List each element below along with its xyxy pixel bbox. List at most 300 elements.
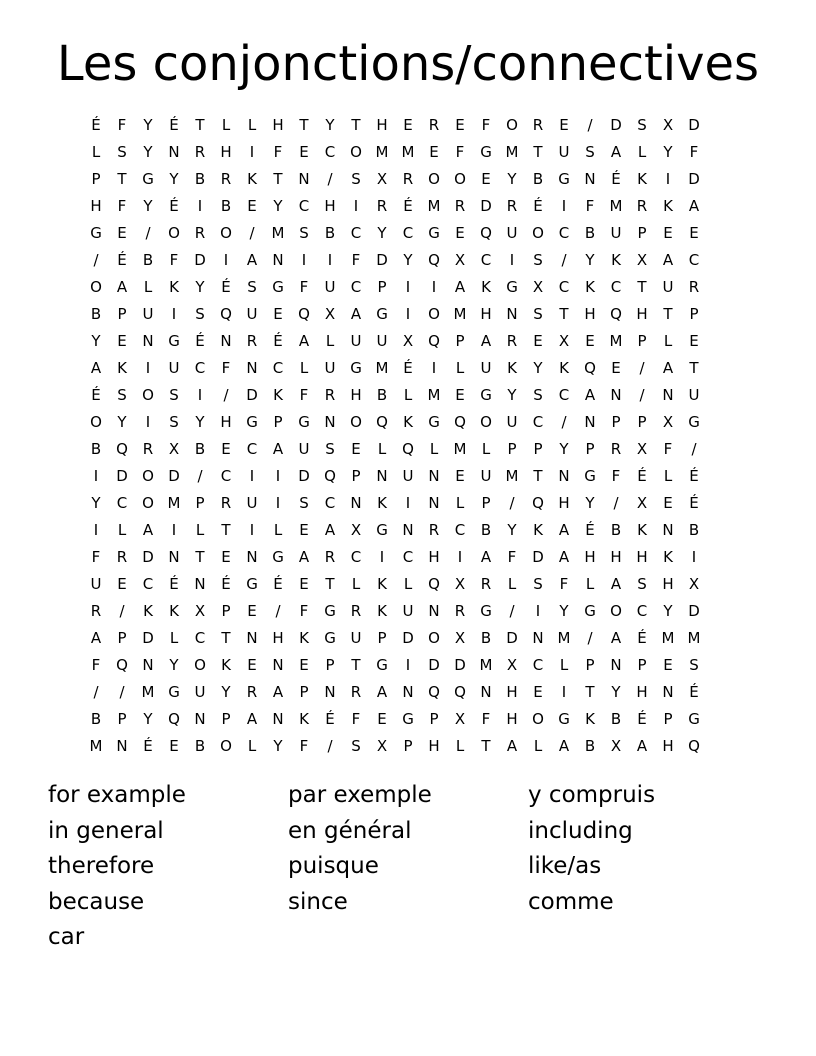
grid-row <box>83 328 733 355</box>
grid-letter: N <box>194 710 206 728</box>
grid-letter: E <box>299 575 309 593</box>
grid-letter: I <box>197 386 203 404</box>
grid-letter: P <box>273 413 283 431</box>
grid-letter: U <box>350 332 362 350</box>
grid-letter: Y <box>221 683 231 701</box>
grid-row <box>83 382 733 409</box>
word-list-item: car <box>48 924 85 950</box>
grid-letter: É <box>585 521 595 539</box>
word-search-grid <box>83 112 733 760</box>
grid-letter: K <box>637 170 647 188</box>
grid-row <box>83 166 733 193</box>
grid-letter: S <box>299 494 309 512</box>
grid-letter: T <box>273 170 283 188</box>
grid-letter: C <box>194 359 206 377</box>
grid-letter: N <box>246 359 258 377</box>
grid-letter: E <box>247 602 257 620</box>
grid-letter: M <box>167 494 181 512</box>
grid-letter: É <box>325 710 335 728</box>
grid-letter: / <box>249 224 255 242</box>
grid-letter: L <box>117 521 127 539</box>
grid-letter: S <box>299 224 309 242</box>
word-list-item: en général <box>288 817 412 844</box>
grid-letter: F <box>455 143 465 161</box>
grid-letter: K <box>585 710 595 728</box>
grid-letter: O <box>90 278 102 296</box>
grid-letter: B <box>142 251 154 269</box>
grid-row <box>83 679 733 706</box>
grid-letter: U <box>194 683 206 701</box>
grid-letter: C <box>558 386 570 404</box>
grid-letter: M <box>375 359 389 377</box>
grid-letter: I <box>405 656 411 674</box>
word-list-item: including <box>528 817 633 844</box>
grid-letter: F <box>117 197 127 215</box>
grid-letter: Y <box>663 143 673 161</box>
grid-letter: É <box>169 197 179 215</box>
grid-letter: D <box>532 548 544 566</box>
grid-letter: O <box>220 737 232 755</box>
grid-row <box>83 598 733 625</box>
grid-letter: F <box>507 548 517 566</box>
grid-letter: N <box>272 710 284 728</box>
grid-letter: I <box>379 548 385 566</box>
word-list-item: like/as <box>528 853 602 879</box>
grid-letter: T <box>117 170 127 188</box>
grid-letter: A <box>636 737 648 755</box>
grid-letter: C <box>246 440 258 458</box>
grid-letter: Y <box>143 197 153 215</box>
grid-letter: E <box>169 737 179 755</box>
grid-letter: B <box>688 521 700 539</box>
grid-letter: Y <box>507 386 517 404</box>
grid-row <box>83 436 733 463</box>
grid-letter: B <box>610 521 622 539</box>
grid-letter: L <box>273 521 283 539</box>
grid-letter: A <box>688 197 700 215</box>
grid-letter: O <box>194 656 206 674</box>
grid-letter: S <box>637 116 647 134</box>
grid-letter: M <box>271 224 285 242</box>
grid-letter: I <box>431 278 437 296</box>
grid-letter: P <box>637 332 647 350</box>
grid-letter: R <box>636 197 648 215</box>
grid-letter: T <box>299 116 309 134</box>
grid-letter: X <box>506 656 518 674</box>
grid-letter: G <box>584 467 596 485</box>
grid-letter: E <box>533 683 543 701</box>
grid-letter: E <box>403 116 413 134</box>
grid-letter: I <box>301 251 307 269</box>
grid-letter: N <box>402 521 414 539</box>
grid-letter: A <box>90 359 102 377</box>
grid-letter: E <box>247 197 257 215</box>
grid-letter: N <box>480 683 492 701</box>
grid-letter: / <box>327 170 333 188</box>
grid-letter: G <box>376 305 388 323</box>
grid-letter: X <box>454 575 466 593</box>
grid-letter: R <box>116 548 128 566</box>
grid-letter: K <box>117 359 127 377</box>
word-list-item: comme <box>528 888 614 915</box>
grid-letter: T <box>195 548 205 566</box>
grid-letter: R <box>350 683 362 701</box>
grid-letter: E <box>299 143 309 161</box>
grid-letter: N <box>532 629 544 647</box>
grid-letter: H <box>662 737 674 755</box>
grid-letter: C <box>272 359 284 377</box>
grid-letter: Y <box>273 197 283 215</box>
grid-letter: L <box>247 737 257 755</box>
grid-letter: P <box>611 413 621 431</box>
grid-letter: K <box>377 494 387 512</box>
grid-letter: O <box>350 413 362 431</box>
grid-letter: Y <box>377 224 387 242</box>
grid-letter: L <box>533 737 543 755</box>
grid-letter: O <box>350 143 362 161</box>
grid-letter: E <box>455 224 465 242</box>
grid-row <box>83 463 733 490</box>
grid-letter: S <box>585 143 595 161</box>
grid-row <box>83 544 733 571</box>
grid-letter: N <box>142 332 154 350</box>
grid-letter: C <box>324 494 336 512</box>
grid-letter: O <box>506 116 518 134</box>
grid-letter: / <box>93 683 99 701</box>
grid-letter: L <box>637 143 647 161</box>
grid-letter: É <box>91 116 101 134</box>
grid-letter: U <box>90 575 102 593</box>
grid-letter: T <box>663 305 673 323</box>
grid-letter: É <box>637 629 647 647</box>
grid-letter: I <box>561 197 567 215</box>
grid-letter: T <box>585 683 595 701</box>
grid-letter: B <box>90 710 102 728</box>
grid-letter: M <box>505 143 519 161</box>
grid-letter: Y <box>403 251 413 269</box>
grid-letter: E <box>455 467 465 485</box>
grid-letter: M <box>427 197 441 215</box>
grid-letter: C <box>558 224 570 242</box>
grid-letter: H <box>636 305 648 323</box>
grid-letter: F <box>221 359 231 377</box>
grid-letter: É <box>533 197 543 215</box>
grid-letter: N <box>662 386 674 404</box>
grid-letter: A <box>116 278 128 296</box>
grid-letter: L <box>559 656 569 674</box>
grid-letter: R <box>142 440 154 458</box>
grid-letter: R <box>324 548 336 566</box>
grid-letter: D <box>402 629 414 647</box>
grid-letter: U <box>142 305 154 323</box>
grid-letter: M <box>557 629 571 647</box>
grid-letter: M <box>505 467 519 485</box>
grid-letter: I <box>405 278 411 296</box>
grid-letter: É <box>195 332 205 350</box>
grid-letter: E <box>585 332 595 350</box>
grid-row <box>83 706 733 733</box>
grid-letter: L <box>169 629 179 647</box>
grid-letter: C <box>324 143 336 161</box>
grid-letter: B <box>324 224 336 242</box>
grid-letter: H <box>480 305 492 323</box>
grid-letter: F <box>299 386 309 404</box>
word-list-item: y compruis <box>528 782 656 808</box>
grid-letter: É <box>403 197 413 215</box>
grid-letter: S <box>169 413 179 431</box>
grid-letter: / <box>93 251 99 269</box>
grid-letter: X <box>662 413 674 431</box>
grid-letter: D <box>194 251 206 269</box>
grid-letter: G <box>376 656 388 674</box>
grid-letter: K <box>637 521 647 539</box>
grid-letter: H <box>220 413 232 431</box>
grid-letter: E <box>481 170 491 188</box>
grid-letter: / <box>587 116 593 134</box>
grid-letter: N <box>298 170 310 188</box>
grid-letter: L <box>403 386 413 404</box>
grid-letter: N <box>506 305 518 323</box>
grid-letter: E <box>429 143 439 161</box>
grid-letter: I <box>197 197 203 215</box>
grid-letter: I <box>431 359 437 377</box>
grid-letter: M <box>375 143 389 161</box>
grid-letter: I <box>275 494 281 512</box>
grid-row <box>83 193 733 220</box>
grid-letter: G <box>480 602 492 620</box>
word-list-item: since <box>288 888 348 915</box>
grid-letter: S <box>351 170 361 188</box>
grid-row <box>83 409 733 436</box>
grid-letter: Y <box>273 737 283 755</box>
grid-letter: N <box>376 467 388 485</box>
grid-letter: H <box>506 683 518 701</box>
grid-letter: M <box>453 440 467 458</box>
grid-letter: R <box>428 116 440 134</box>
grid-letter: É <box>91 386 101 404</box>
grid-letter: N <box>350 494 362 512</box>
grid-letter: F <box>481 116 491 134</box>
grid-letter: Y <box>585 251 595 269</box>
grid-letter: Q <box>480 224 492 242</box>
grid-letter: / <box>639 359 645 377</box>
word-list-item: puisque <box>288 853 379 879</box>
grid-letter: R <box>532 116 544 134</box>
grid-letter: E <box>455 386 465 404</box>
grid-letter: É <box>689 494 699 512</box>
grid-letter: U <box>324 359 336 377</box>
grid-letter: I <box>353 197 359 215</box>
grid-letter: X <box>636 440 648 458</box>
grid-letter: N <box>194 575 206 593</box>
grid-letter: G <box>428 413 440 431</box>
grid-letter: B <box>610 710 622 728</box>
grid-letter: C <box>350 224 362 242</box>
grid-letter: P <box>689 305 699 323</box>
grid-letter: N <box>584 170 596 188</box>
grid-letter: C <box>558 278 570 296</box>
grid-letter: E <box>663 656 673 674</box>
grid-letter: É <box>689 683 699 701</box>
grid-letter: I <box>249 467 255 485</box>
grid-letter: P <box>585 440 595 458</box>
grid-letter: K <box>169 602 179 620</box>
grid-row <box>83 247 733 274</box>
grid-letter: D <box>688 170 700 188</box>
grid-letter: H <box>272 629 284 647</box>
grid-letter: X <box>636 251 648 269</box>
grid-letter: S <box>689 656 699 674</box>
grid-letter: U <box>688 386 700 404</box>
grid-letter: P <box>403 737 413 755</box>
grid-letter: A <box>298 548 310 566</box>
grid-letter: G <box>168 683 180 701</box>
grid-letter: K <box>663 197 673 215</box>
grid-letter: Y <box>559 440 569 458</box>
grid-letter: O <box>142 494 154 512</box>
grid-letter: B <box>220 197 232 215</box>
grid-letter: A <box>324 521 336 539</box>
grid-letter: G <box>558 170 570 188</box>
grid-letter: U <box>558 143 570 161</box>
grid-letter: N <box>402 683 414 701</box>
grid-letter: U <box>376 332 388 350</box>
grid-letter: Q <box>688 737 700 755</box>
grid-letter: H <box>662 575 674 593</box>
grid-letter: E <box>117 224 127 242</box>
grid-letter: I <box>509 251 515 269</box>
grid-letter: H <box>636 548 648 566</box>
grid-letter: G <box>480 386 492 404</box>
grid-letter: É <box>611 170 621 188</box>
grid-letter: D <box>168 467 180 485</box>
grid-letter: É <box>689 467 699 485</box>
grid-letter: A <box>610 143 622 161</box>
grid-letter: C <box>142 575 154 593</box>
grid-letter: S <box>533 575 543 593</box>
grid-letter: Q <box>428 683 440 701</box>
grid-letter: P <box>637 413 647 431</box>
grid-letter: Q <box>532 494 544 512</box>
word-list-item: because <box>48 888 145 915</box>
grid-letter: P <box>117 305 127 323</box>
grid-letter: / <box>639 386 645 404</box>
grid-letter: / <box>561 251 567 269</box>
grid-letter: Q <box>610 305 622 323</box>
grid-letter: F <box>689 143 699 161</box>
grid-letter: B <box>584 737 596 755</box>
grid-letter: L <box>455 359 465 377</box>
grid-letter: K <box>559 359 569 377</box>
grid-letter: A <box>662 251 674 269</box>
grid-letter: A <box>480 332 492 350</box>
grid-letter: U <box>506 413 518 431</box>
grid-letter: M <box>661 629 675 647</box>
word-list-item: therefore <box>48 853 155 879</box>
grid-letter: A <box>246 251 258 269</box>
grid-letter: D <box>480 197 492 215</box>
grid-letter: X <box>402 332 414 350</box>
grid-letter: C <box>532 413 544 431</box>
grid-letter: K <box>377 575 387 593</box>
grid-letter: F <box>663 440 673 458</box>
grid-letter: R <box>194 143 206 161</box>
grid-letter: U <box>610 224 622 242</box>
grid-row <box>83 274 733 301</box>
grid-letter: F <box>585 197 595 215</box>
grid-letter: K <box>507 359 517 377</box>
grid-letter: F <box>481 710 491 728</box>
grid-letter: F <box>299 602 309 620</box>
grid-letter: D <box>246 386 258 404</box>
grid-letter: Y <box>195 278 205 296</box>
grid-letter: U <box>480 467 492 485</box>
grid-letter: Q <box>220 305 232 323</box>
grid-letter: S <box>351 737 361 755</box>
grid-letter: E <box>455 116 465 134</box>
grid-letter: Y <box>559 602 569 620</box>
grid-letter: E <box>351 440 361 458</box>
grid-letter: I <box>691 548 697 566</box>
grid-letter: E <box>663 224 673 242</box>
grid-letter: A <box>558 737 570 755</box>
grid-letter: S <box>169 386 179 404</box>
grid-letter: B <box>90 305 102 323</box>
grid-letter: A <box>454 278 466 296</box>
grid-letter: S <box>325 440 335 458</box>
grid-letter: E <box>299 656 309 674</box>
grid-letter: T <box>533 467 543 485</box>
grid-letter: / <box>561 413 567 431</box>
grid-letter: / <box>509 494 515 512</box>
grid-letter: C <box>480 251 492 269</box>
grid-letter: A <box>246 710 258 728</box>
grid-letter: L <box>143 278 153 296</box>
grid-letter: R <box>90 602 102 620</box>
grid-letter: N <box>428 494 440 512</box>
grid-letter: M <box>427 386 441 404</box>
grid-letter: O <box>90 413 102 431</box>
grid-letter: E <box>221 440 231 458</box>
grid-row <box>83 733 733 760</box>
grid-row <box>83 517 733 544</box>
grid-letter: O <box>428 629 440 647</box>
grid-letter: É <box>169 116 179 134</box>
grid-letter: R <box>246 332 258 350</box>
grid-letter: L <box>91 143 101 161</box>
grid-letter: N <box>324 683 336 701</box>
grid-letter: L <box>299 359 309 377</box>
grid-row <box>83 355 733 382</box>
grid-letter: A <box>558 521 570 539</box>
grid-letter: Y <box>533 359 543 377</box>
grid-letter: A <box>610 575 622 593</box>
grid-letter: Q <box>428 575 440 593</box>
grid-letter: E <box>117 575 127 593</box>
grid-letter: S <box>533 386 543 404</box>
grid-letter: E <box>299 521 309 539</box>
grid-letter: L <box>455 494 465 512</box>
grid-letter: N <box>246 629 258 647</box>
grid-letter: P <box>377 629 387 647</box>
grid-letter: F <box>299 278 309 296</box>
grid-letter: P <box>299 683 309 701</box>
grid-letter: O <box>532 710 544 728</box>
grid-letter: H <box>636 683 648 701</box>
grid-letter: T <box>325 575 335 593</box>
grid-letter: X <box>532 278 544 296</box>
grid-letter: D <box>142 548 154 566</box>
